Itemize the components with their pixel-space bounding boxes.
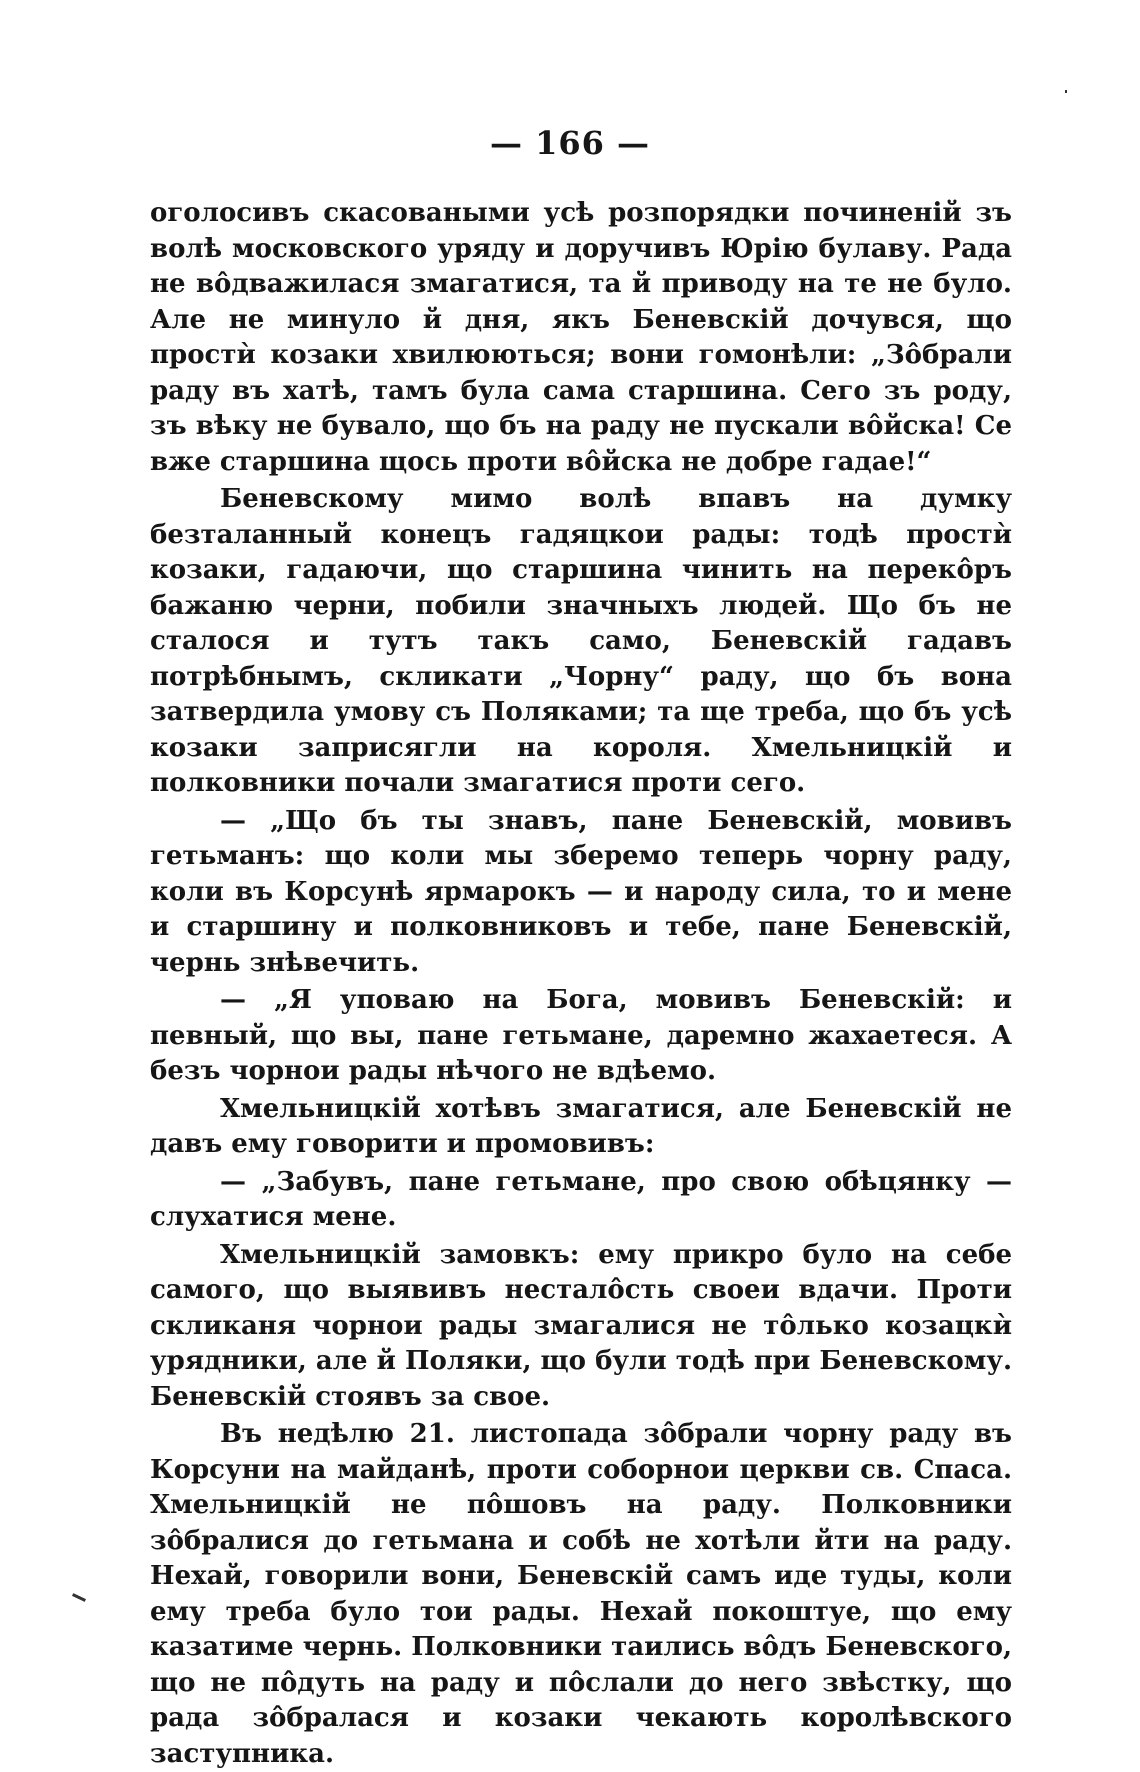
paragraph-7: Хмельницкій замовкъ: ему прикро було на себе самого, що выявивъ несталôсть своеи вдачи. Проти скликаня чорнои рады змагалися не тôлько козацкѝ урядники, але й Поляки, що були тодѣ при Беневскому. Беневскій стоявъ за свое. [150,1239,1013,1412]
paragraph-4: — „Я уповаю на Бога, мовивъ Беневскій: и певный, що вы, пане гетьмане, даремно жахаетеся. А безъ чорнои рады нѣчого не вдѣемо. [150,985,1012,1086]
paragraph-2: Беневскому мимо волѣ впавъ на думку безталанный конецъ гадяцкои рады: тодѣ простѝ козаки, гадаючи, що старшина чинить на перекôръ бажаню черни, побили значныхъ людей. Що бъ не сталося и тутъ такъ само, Беневскій гадавъ потрѣбнымъ, скликати „Чорну“ раду, що бъ вона затвердила умову съ Поляками; та ще треба, що бъ усѣ козаки заприсягли на короля. Хмельницкій и полковники почали змагатися проти сего. [150,484,1012,798]
scan-speck [72,1593,86,1602]
paragraph-6: — „Забувъ, пане гетьмане, про свою обѣцянку — слухатися мене. [150,1166,1012,1232]
paragraph-8: Въ недѣлю 21. листопада зôбрали чорну раду въ Корсуни на майданѣ, проти соборнои церкви св. Спаса. Хмельницкій не пôшовъ на раду. Полковники зôбралися до гетьмана и собѣ не хотѣли йти на раду. Нехай, говорили вони, Беневскій самъ иде туды, коли ему треба було тои рады. Нехай покоштуе, що ему казатиме чернь. Полковники таились вôдъ Беневского, що не пôдуть на раду и пôслали до него звѣстку, що рада зôбралася и козаки чекають королѣвского заступника. [150,1419,1012,1769]
page-number: — 166 — [489,124,651,162]
body-text [150,196,1012,1772]
paragraph-5: Хмельницкій хотѣвъ змагатися, але Беневскій не давъ ему говорити и промовивъ: [150,1093,1012,1159]
paragraph-3: — „Що бъ ты знавъ, пане Беневскій, мовивъ гетьманъ: що коли мы зберемо теперь чорну раду, коли въ Корсунѣ ярмарокъ — и народу сила, то и мене и старшину и полковниковъ и тебе, пане Беневскій, чернь знѣвечить. [150,805,1012,978]
scan-speck [1065,90,1067,93]
paragraph-1: оголосивъ скасоваными усѣ розпорядки починеній зъ волѣ московского уряду и доручивъ Юрію булаву. Рада не вôдважилася змагатися, та й приводу на те не було. Але не минуло й дня, якъ Беневскій дочувся, що простѝ козаки хвилюються; вони гомонѣли: „Зôбрали раду въ хатѣ, тамъ була сама старшина. Сего зъ роду, зъ вѣку не бувало, що бъ на раду не пускали вôйска! Се вже старшина щось проти вôйска не добре гадае!“ [150,198,1012,477]
